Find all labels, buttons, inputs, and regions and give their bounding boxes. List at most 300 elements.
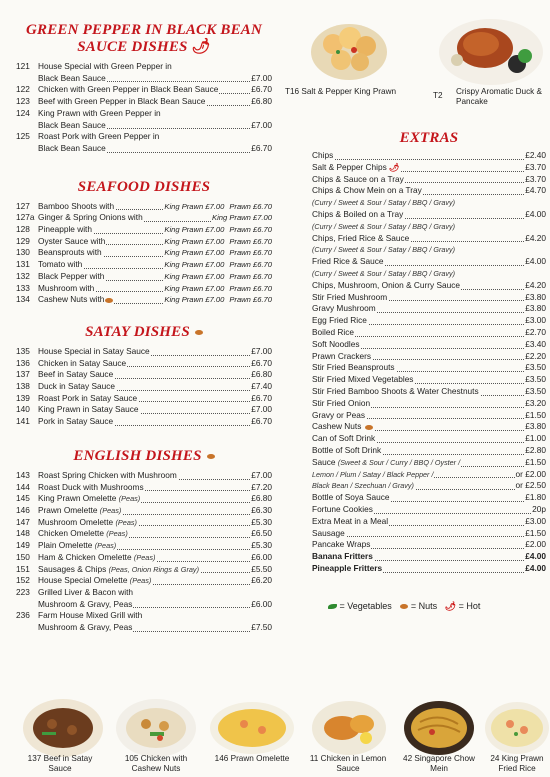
menu-item [16, 564, 272, 576]
chili-icon: 🌶 [389, 161, 400, 172]
item-name [38, 493, 141, 503]
king-prawn-price: King Prawn £7.00 [164, 201, 225, 211]
item-price: £5.30 [251, 540, 272, 551]
item-description [38, 381, 250, 393]
menu-item [16, 224, 272, 236]
item-name [312, 362, 396, 372]
item-name [312, 398, 371, 408]
menu-item [16, 96, 272, 108]
item-price: £2.70 [525, 326, 546, 337]
item-number: 131 [16, 259, 30, 270]
item-name-text: Sausages & Chips [38, 563, 107, 574]
item-description [38, 482, 250, 494]
item-description [312, 162, 524, 174]
item-description [38, 236, 163, 248]
item-description [312, 233, 524, 245]
item-name-text: Chips & Chow Mein on a Tray [312, 185, 422, 196]
item-note: (Sweet & Sour / Curry / BBQ / Oyster / [337, 457, 461, 467]
item-price: £3.20 [525, 397, 546, 408]
extras-item [312, 280, 546, 292]
item-name [38, 236, 106, 246]
leader-dots [312, 159, 524, 160]
item-description [312, 410, 524, 422]
item-number: 146 [16, 504, 30, 515]
item-price: £6.30 [251, 504, 272, 515]
menu-item [16, 283, 272, 295]
item-name [312, 162, 401, 172]
item-number: 129 [16, 235, 30, 246]
extras-item [312, 410, 546, 422]
item-description [312, 551, 524, 563]
menu-item [16, 540, 272, 552]
item-name [312, 174, 405, 184]
menu-item [16, 552, 272, 564]
item-name-text: Bamboo Shoots with [38, 200, 115, 211]
item-name-text: Sauce [312, 456, 336, 467]
menu-item [16, 528, 272, 540]
item-number: 236 [16, 610, 30, 621]
item-number: 151 [16, 563, 30, 574]
item-description [38, 622, 250, 634]
item-name: Chicken in Satay Sauce [38, 357, 127, 368]
extras-item [312, 386, 546, 398]
king-prawn-price: King Prawn £7.00 [164, 248, 225, 258]
item-name [38, 505, 122, 515]
item-number: 124 [16, 107, 30, 118]
item-name-text: Pineapple with [38, 224, 92, 235]
item-description [38, 369, 250, 381]
item-number: 150 [16, 551, 30, 562]
item-price: £6.50 [251, 528, 272, 539]
prawn-price: Prawn £6.70 [229, 201, 272, 211]
photo-caption: 24 King Prawn Fried Rice [490, 754, 544, 773]
extras-item [312, 292, 546, 304]
king-prawn-price: King Prawn £7.00 [164, 283, 225, 293]
item-price: £4.00 [525, 256, 546, 267]
extras-item [312, 362, 546, 374]
extras-item [312, 563, 546, 575]
king-prawn-price: King Prawn £7.00 [164, 236, 225, 246]
item-name-text: Roast Duck with Mushrooms [38, 481, 144, 492]
extras-item [312, 551, 546, 563]
item-description [312, 398, 524, 410]
photo-caption: T16 Salt & Pepper King Prawn [285, 87, 397, 96]
item-number: 149 [16, 540, 30, 551]
section-title: ENGLISH DISHES [16, 448, 272, 465]
extras-item [312, 445, 546, 457]
item-name [38, 528, 129, 538]
menu-item [16, 393, 272, 405]
vegetable-icon [328, 604, 337, 609]
item-description [38, 283, 163, 295]
singapore-chow-mein-photo [402, 698, 476, 756]
item-price: £4.20 [525, 232, 546, 243]
section-extras [312, 130, 546, 612]
item-price: £6.80 [251, 96, 272, 107]
item-description [312, 480, 515, 492]
extras-item [312, 327, 546, 339]
item-description [312, 539, 524, 551]
king-prawn-price: King Prawn £7.00 [164, 295, 225, 305]
item-name [38, 224, 93, 234]
item-note: (Peas) [115, 517, 137, 527]
chicken-lemon-photo [310, 698, 388, 756]
item-name-text: Pancake Wraps [312, 539, 371, 550]
item-description [312, 327, 524, 339]
item-name: Roast Pork with Green Pepper in [38, 131, 160, 142]
item-description [312, 315, 524, 327]
chicken-cashew-photo [114, 696, 198, 758]
item-price: £4.00 [525, 551, 546, 562]
item-name [312, 315, 368, 325]
item-number: 122 [16, 84, 30, 95]
item-price: £6.70 [251, 84, 272, 95]
item-price: £2.40 [525, 150, 546, 160]
item-name-text: Beansprouts with [38, 247, 102, 258]
photo-caption: 42 Singapore Chow Mein [403, 754, 475, 773]
item-description [38, 564, 250, 576]
item-description [38, 247, 163, 259]
chili-icon: 🌶 [191, 39, 211, 55]
item-name [38, 540, 117, 550]
item-name [312, 445, 382, 455]
nut-icon [400, 604, 408, 609]
item-name: House Special with Green Pepper in [38, 61, 172, 71]
item-name [312, 504, 374, 514]
item-name [312, 386, 480, 396]
extras-item [312, 339, 546, 351]
extras-item [312, 457, 546, 469]
item-price: £3.50 [525, 385, 546, 396]
section-green-pepper [16, 22, 272, 155]
item-name [312, 233, 410, 243]
item-name [312, 327, 355, 337]
extras-item [312, 351, 546, 363]
item-note: (Peas) [118, 494, 141, 504]
item-name [312, 256, 384, 266]
prawn-price: Prawn £6.70 [229, 283, 272, 293]
item-name-text: Fortune Cookies [312, 503, 373, 514]
item-description [38, 96, 250, 108]
king-prawn-price: King Prawn £7.00 [164, 225, 225, 235]
item-name [38, 212, 144, 222]
item-description [312, 185, 524, 197]
menu-item [16, 610, 272, 622]
item-price: £7.20 [251, 481, 272, 492]
item-number: 139 [16, 392, 30, 403]
item-description [312, 433, 524, 445]
extras-item [312, 150, 546, 162]
item-name-text: Cashew Nuts with [38, 294, 105, 305]
item-price: £7.00 [251, 345, 272, 356]
item-description [312, 339, 524, 351]
item-name-text: Stir Fried Beansprouts [312, 362, 395, 373]
item-description [312, 209, 524, 221]
item-name-text: Stir Fried Onion [312, 397, 371, 408]
item-description [38, 294, 163, 306]
section-title: SEAFOOD DISHES [77, 178, 211, 195]
item-name [312, 280, 461, 290]
menu-item [16, 212, 272, 224]
item-description [312, 351, 524, 363]
item-number: 123 [16, 96, 30, 107]
extras-note: (Curry / Sweet & Sour / Satay / BBQ / Gravy) [312, 268, 455, 278]
menu-item [16, 294, 272, 306]
item-description [312, 528, 524, 540]
item-name-text: Oyster Sauce with [38, 235, 106, 246]
item-name-text: Mushroom Omelette [38, 516, 114, 527]
item-price: £4.20 [525, 279, 546, 290]
item-price: 20p [532, 503, 546, 514]
menu-item [16, 505, 272, 517]
item-price: £4.00 [525, 208, 546, 219]
item-description [312, 362, 524, 374]
item-name-text: Sausage [312, 527, 345, 538]
menu-item-continued [16, 622, 272, 634]
menu-item [16, 493, 272, 505]
item-name-text: Egg Fried Rice [312, 315, 367, 326]
item-name [38, 283, 95, 293]
prawn-omelette-photo [208, 700, 296, 756]
menu-item [16, 358, 272, 370]
item-name-text: Soft Noodles [312, 338, 360, 349]
item-price: £5.30 [251, 516, 272, 527]
item-description [312, 150, 524, 162]
menu-item [16, 247, 272, 259]
item-name: Duck in Satay Sauce [38, 381, 116, 392]
item-name-text: Gravy or Peas [312, 409, 366, 420]
item-name-text: Can of Soft Drink [312, 433, 376, 444]
item-number: 136 [16, 357, 30, 368]
item-price: £3.40 [525, 338, 546, 349]
menu-item [16, 108, 272, 120]
menu-item [16, 201, 272, 213]
item-name [38, 247, 103, 257]
item-name [312, 421, 374, 431]
item-name-text: Ginger & Spring Onions with [38, 212, 143, 223]
item-name: Pork in Satay Sauce [38, 416, 114, 427]
item-description [38, 212, 211, 224]
item-name-text: Chicken Omelette [38, 528, 104, 539]
item-name [38, 259, 83, 269]
item-number: 134 [16, 294, 30, 305]
item-description [312, 386, 524, 398]
item-price: £6.70 [251, 416, 272, 427]
menu-item [16, 575, 272, 587]
item-price: or £2.50 [515, 480, 546, 491]
extras-item [312, 433, 546, 445]
item-price: £1.00 [525, 433, 546, 444]
item-price: £7.50 [251, 622, 272, 633]
item-name-text: Cashew Nuts [312, 421, 362, 432]
king-prawn-price: King Prawn £7.00 [212, 213, 272, 223]
item-number: 138 [16, 381, 30, 392]
item-name: Farm House Mixed Grill with [38, 610, 143, 621]
item-name [312, 303, 377, 313]
menu-item-continued [16, 143, 272, 155]
item-name [312, 410, 366, 420]
item-name-text: Pineapple Fritters [312, 562, 383, 573]
menu-item [16, 236, 272, 248]
item-price: £3.00 [525, 515, 546, 526]
item-number: 143 [16, 469, 30, 480]
item-description [38, 493, 250, 505]
item-name: Black Bean Sauce [38, 72, 106, 83]
menu-item [16, 84, 272, 96]
item-name [312, 528, 346, 538]
item-price: £7.00 [251, 72, 272, 83]
item-price: £7.00 [251, 469, 272, 480]
item-description [38, 73, 250, 85]
item-price: £2.20 [525, 350, 546, 361]
item-description [38, 224, 163, 236]
item-name [38, 517, 138, 527]
item-name [38, 564, 200, 574]
item-name [312, 339, 361, 349]
menu-item [16, 587, 272, 599]
nut-icon [105, 298, 113, 303]
item-note: (Peas, Onion Rings & Gray) [108, 564, 200, 574]
item-price: £6.00 [251, 551, 272, 562]
extras-item [312, 504, 546, 516]
item-name-text: Ham & Chicken Omelette [38, 551, 132, 562]
item-name-text: Prawn Omelette [38, 504, 98, 515]
item-name: Black Bean Sauce [38, 119, 106, 130]
item-description [38, 143, 250, 155]
extras-item [312, 303, 546, 315]
item-price: £3.50 [525, 362, 546, 373]
item-name [312, 185, 423, 195]
item-name: King Prawn with Green Pepper in [38, 107, 161, 118]
item-name [312, 469, 434, 479]
item-number: 148 [16, 528, 30, 539]
item-number: 128 [16, 224, 30, 235]
extras-item [312, 492, 546, 504]
photo-caption: 11 Chicken in Lemon Sauce [309, 754, 387, 773]
king-prawn-price: King Prawn £7.00 [164, 260, 225, 270]
item-description [38, 528, 250, 540]
item-name [312, 516, 389, 526]
item-price: £5.50 [251, 563, 272, 574]
prawn-price: Prawn £6.70 [229, 260, 272, 270]
item-price: or £2.00 [515, 468, 546, 479]
legend: = Vegetables = Nuts 🌶 = Hot [312, 601, 546, 612]
item-name-text: Salt & Pepper Chips [312, 161, 387, 172]
extras-item [312, 174, 546, 186]
item-price: £3.80 [525, 421, 546, 432]
item-name-text: Boiled Rice [312, 326, 354, 337]
extras-note: (Curry / Sweet & Sour / Satay / BBQ / Gravy) [312, 198, 455, 208]
item-name [312, 551, 374, 561]
item-name: Chicken with Green Pepper in Black Bean Sauce [38, 84, 219, 95]
menu-item-continued [16, 73, 272, 85]
item-description [312, 292, 524, 304]
item-name-text: Roast Spring Chicken with Mushroom [38, 469, 177, 480]
item-name-text: Prawn Crackers [312, 350, 372, 361]
item-description [38, 271, 163, 283]
item-note: (Peas) [99, 505, 122, 515]
item-note: (Peas) [129, 576, 152, 586]
item-name-text: Extra Meat in a Meal [312, 515, 389, 526]
item-number: 144 [16, 481, 30, 492]
item-name-text: Stir Fried Mushroom [312, 291, 388, 302]
item-name-text: Bottle of Soft Drink [312, 444, 382, 455]
item-note: Black Bean / Szechuan / Gravy) [312, 481, 414, 491]
item-description [312, 256, 524, 268]
item-number: 130 [16, 247, 30, 258]
menu-item [16, 470, 272, 482]
item-name [312, 374, 414, 384]
extras-item [312, 185, 546, 197]
item-name: Roast Pork in Satay Sauce [38, 392, 138, 403]
section-title: EXTRAS [399, 130, 459, 146]
item-name [312, 480, 415, 490]
extras-item [312, 233, 546, 245]
item-name: Grilled Liver & Bacon with [38, 586, 133, 597]
item-description [38, 552, 250, 564]
prawn-price: Prawn £6.70 [229, 225, 272, 235]
item-description [312, 457, 524, 469]
item-name-text: King Prawn Omelette [38, 493, 117, 504]
item-price: £1.50 [525, 456, 546, 467]
item-description [312, 504, 531, 516]
prawn-price: Prawn £6.70 [229, 271, 272, 281]
item-name-text: Stir Fried Mixed Vegetables [312, 374, 414, 385]
item-name-text: House Special Omelette [38, 575, 128, 586]
item-description [312, 492, 524, 504]
item-name [38, 575, 152, 585]
item-price: £6.00 [251, 598, 272, 609]
item-price: £3.70 [525, 173, 546, 184]
item-number: 223 [16, 586, 30, 597]
item-description [38, 517, 250, 529]
nut-icon [207, 454, 215, 459]
item-description [38, 346, 250, 358]
photo-caption: 137 Beef in Satay Sauce [27, 754, 93, 773]
section-english [16, 448, 272, 634]
item-name-text: Mushroom with [38, 282, 95, 293]
item-price: £7.00 [251, 404, 272, 415]
item-name-text: Chips & Boiled on a Tray [312, 208, 404, 219]
item-number: 145 [16, 493, 30, 504]
item-description [38, 599, 250, 611]
item-price: £6.80 [251, 369, 272, 380]
item-price: £4.70 [525, 185, 546, 196]
item-description [312, 374, 524, 386]
item-description [38, 259, 163, 271]
item-name-text: Chips, Fried Rice & Sauce [312, 232, 410, 243]
section-title: SATAY DISHES [16, 324, 272, 341]
item-name [38, 271, 105, 281]
item-price: £7.40 [251, 381, 272, 392]
extras-item [312, 374, 546, 386]
item-description [38, 505, 250, 517]
item-name [312, 563, 383, 573]
extras-item [312, 315, 546, 327]
item-number: 121 [16, 61, 30, 71]
menu-item [16, 416, 272, 428]
item-number: 147 [16, 516, 30, 527]
item-name-text: Gravy Mushroom [312, 303, 376, 314]
item-price: £7.00 [251, 119, 272, 130]
item-note: (Peas) [133, 552, 156, 562]
item-price: £6.20 [251, 575, 272, 586]
item-name [312, 292, 388, 302]
item-name-text: Chips, Mushroom, Onion & Curry Sauce [312, 279, 461, 290]
item-description [312, 445, 524, 457]
item-name-text: Banana Fritters [312, 551, 373, 562]
item-price: £3.80 [525, 291, 546, 302]
